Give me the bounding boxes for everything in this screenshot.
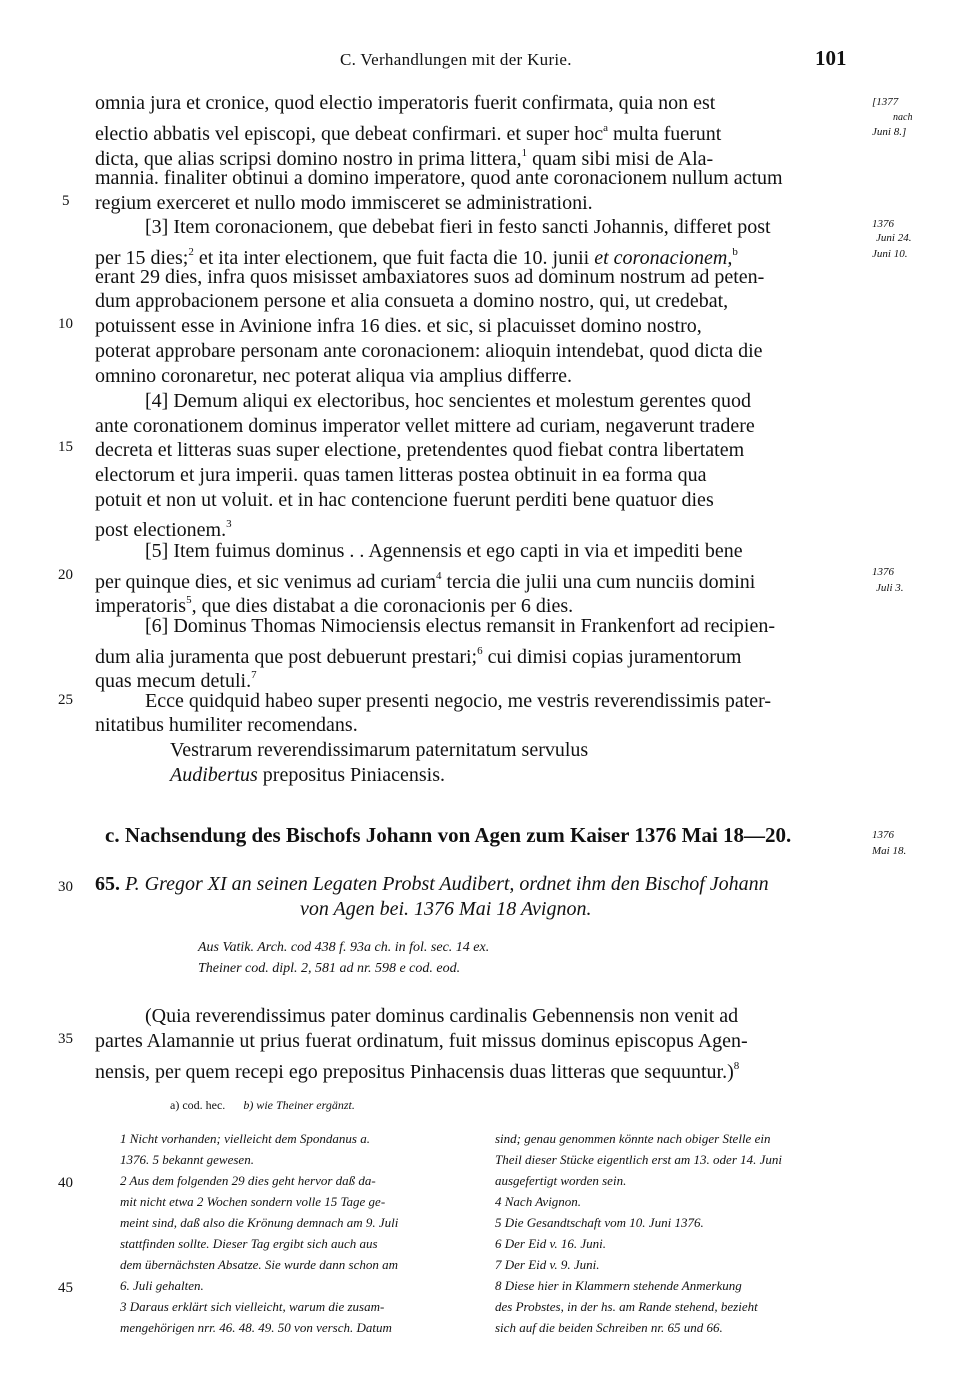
signature-line	[170, 763, 445, 787]
footnote-line: 3 Daraus erklärt sich vielleicht, warum die zusam-	[120, 1299, 385, 1314]
footnote-mark: 4	[436, 570, 442, 582]
margin-note-date: Juli 3.	[876, 582, 904, 594]
body-line-text: per 15 dies;	[95, 247, 189, 269]
body-line-text: tercia die julii una cum nunciis domini	[446, 571, 756, 593]
body-line: electorum et jura imperii. quas tamen litteras postea obtinuit in ea forma qua	[95, 464, 707, 486]
line-number: 10	[58, 316, 73, 332]
footnote-line: meint sind, daß also die Krönung demnach am 9. Juli	[120, 1215, 399, 1230]
body-line: potuit et non ut voluit. et in hac contencione fuerunt perditi bene quatuor dies	[95, 489, 714, 511]
signature-title: prepositus Piniacensis.	[262, 764, 445, 786]
source-line: Theiner cod. dipl. 2, 581 ad nr. 598 e cod. eod.	[198, 961, 461, 976]
footnote-line: sind; genau genommen könnte nach obiger Stelle ein	[495, 1131, 771, 1146]
footnote-line: 6. Juli gehalten.	[120, 1278, 204, 1293]
body-line: [5] Item fuimus dominus . . Agennensis et ego capti in via et impediti bene	[145, 540, 743, 562]
critical-apparatus	[170, 1098, 355, 1113]
body-line-text: multa fuerunt	[613, 123, 722, 145]
body-line: partes Alamannie ut prius fuerat ordinatum, fuit missus dominus episcopus Agen-	[95, 1030, 748, 1052]
body-line: [4] Demum aliqui ex electoribus, hoc sencientes et molestum gerentes quod	[145, 390, 751, 412]
footnote-line: des Probstes, in der hs. am Rande stehend, bezieht	[495, 1299, 758, 1314]
document-title-text: P. Gregor XI an seinen Legaten Probst Audibert, ordnet ihm den Bischof Johann	[125, 873, 769, 895]
body-line-text: , que dies distabat a die coronacionis per 6 dies.	[191, 595, 574, 617]
footnote-line: 4 Nach Avignon.	[495, 1194, 582, 1209]
apparatus-note: a) cod. hec.	[170, 1098, 226, 1112]
body-line-text: dum alia juramenta que post debuerunt prestari;	[95, 646, 478, 668]
margin-note-date: Juni 24.	[876, 232, 912, 244]
closing-line: Vestrarum reverendissimarum paternitatum servulus	[170, 739, 589, 761]
body-line: potuissent esse in Avinione infra 16 dies. et sic, si placuisset domino nostro,	[95, 315, 702, 337]
body-line: dum approbacionem persone et alia consueta a domino nostro, qui, ut credebat,	[95, 290, 729, 312]
line-number: 35	[58, 1031, 73, 1047]
footnote-line: 8 Diese hier in Klammern stehende Anmerkung	[495, 1278, 742, 1293]
body-line-text: et coronacionem,	[594, 247, 733, 269]
margin-note-date: nach	[893, 112, 913, 123]
body-line: [3] Item coronacionem, que debebat fieri in festo sancti Johannis, differet post	[145, 216, 771, 238]
body-line: poterat approbare personam ante coronacionem: alioquin intendebat, quod dicta die	[95, 340, 763, 362]
body-line: Ecce quidquid habeo super presenti negocio, me vestris reverendissimis pater-	[145, 690, 772, 712]
line-number: 5	[62, 193, 70, 209]
footnote-line: mit nicht etwa 2 Wochen sondern volle 15 Tage ge-	[120, 1194, 386, 1209]
margin-note-date: Juni 10.	[872, 248, 908, 260]
line-number: 30	[58, 879, 73, 895]
body-line-text: imperatoris	[95, 595, 187, 617]
body-line-text: cui dimisi copias juramentorum	[487, 646, 742, 668]
body-line-text: electio abbatis vel episcopi, que debeat confirmari. et super hoc	[95, 123, 604, 145]
running-title: C. Verhandlungen mit der Kurie.	[340, 50, 572, 69]
body-line-text: quas mecum detuli.	[95, 670, 252, 692]
footnote-line: ausgefertigt worden sein.	[495, 1173, 627, 1188]
critical-mark: a	[603, 122, 609, 134]
document-title-continued: von Agen bei. 1376 Mai 18 Avignon.	[300, 898, 592, 920]
line-number: 40	[58, 1175, 73, 1191]
body-line: ante coronationem dominus imperator vellet mittere ad curiam, negaverunt tradere	[95, 415, 755, 437]
body-line-text: quam sibi misi de Ala-	[532, 148, 714, 170]
margin-note-date: [1377	[872, 96, 899, 108]
margin-note-date: 1376	[872, 829, 894, 841]
body-line: omnia jura et cronice, quod electio imperatoris fuerit confirmata, quia non est	[95, 92, 716, 114]
document-title	[95, 873, 769, 896]
footnote-mark: 7	[251, 669, 257, 681]
body-line-text: post electionem.	[95, 519, 227, 541]
footnote-mark: 8	[733, 1060, 740, 1072]
footnote-line: 1 Nicht vorhanden; vielleicht dem Spondanus a.	[120, 1131, 370, 1146]
footnote-line: Theil dieser Stücke eigentlich erst am 13. oder 14. Juni	[495, 1152, 783, 1167]
body-line: erant 29 dies, infra quos misisset ambaxiatores suos ad dominum nostrum ad peten-	[95, 266, 765, 288]
apparatus-note: b) wie Theiner ergänzt.	[243, 1098, 355, 1112]
body-line: [6] Dominus Thomas Nimociensis electus remansit in Frankenfort ad recipien-	[145, 615, 776, 637]
body-line: omnino coronaretur, nec poterat aliqua via amplius differre.	[95, 365, 572, 387]
footnote-line: sich auf die beiden Schreiben nr. 65 und 66.	[495, 1320, 723, 1335]
body-line: nitatibus humiliter recomendans.	[95, 714, 358, 736]
source-line: Aus Vatik. Arch. cod 438 f. 93a ch. in fol. sec. 14 ex.	[198, 940, 490, 955]
body-line: decreta et litteras suas super electione, pretendentes quod fiebat contra libertatem	[95, 439, 745, 461]
line-number: 25	[58, 692, 73, 708]
footnote-line: 1376. 5 bekannt gewesen.	[120, 1152, 254, 1167]
footnote-line: mengehörigen nrr. 46. 48. 49. 50 von versch. Datum	[120, 1320, 392, 1335]
body-line-text: dicta, que alias scripsi domino nostro in prima littera,	[95, 148, 522, 170]
footnote-line: 6 Der Eid v. 16. Juni.	[495, 1236, 606, 1251]
section-heading: c. Nachsendung des Bischofs Johann von Agen zum Kaiser 1376 Mai 18—20.	[105, 823, 792, 847]
body-line	[95, 512, 232, 542]
footnote-mark: 5	[186, 594, 192, 606]
document-number: 65.	[95, 873, 120, 895]
footnote-mark: 2	[188, 246, 194, 258]
footnote-line: 7 Der Eid v. 9. Juni.	[495, 1257, 600, 1272]
body-line: regium exerceret et nullo modo immisceret se administrationi.	[95, 192, 593, 214]
signature-name: Audibertus	[170, 764, 258, 786]
margin-note-date: 1376	[872, 566, 894, 578]
footnote-line: stattfinden sollte. Dieser Tag ergibt sich auch aus	[120, 1236, 378, 1251]
line-number: 45	[58, 1280, 73, 1296]
footnote-mark: 1	[521, 147, 528, 159]
body-line	[95, 1054, 739, 1084]
footnote-line: 5 Die Gesandtschaft vom 10. Juni 1376.	[495, 1215, 704, 1230]
line-number: 20	[58, 567, 73, 583]
critical-mark: b	[732, 246, 738, 258]
margin-note-date: Juni 8.]	[872, 126, 907, 138]
margin-note-date: 1376	[872, 218, 894, 230]
footnote-line: dem übernächsten Absatze. Sie wurde dann schon am	[120, 1257, 399, 1272]
body-line-text: per quinque dies, et sic venimus ad curiam	[95, 571, 437, 593]
body-line: mannia. finaliter obtinui a domino imperatore, quod ante coronacionem nullum actum	[95, 167, 783, 189]
page-number: 101	[815, 46, 847, 70]
footnote-line: 2 Aus dem folgenden 29 dies geht hervor daß da-	[120, 1173, 376, 1188]
body-line-text: et ita inter electionem, que fuit facta die 10. junii	[198, 247, 590, 269]
body-line: (Quia reverendissimus pater dominus cardinalis Gebennensis non venit ad	[145, 1005, 739, 1027]
line-number: 15	[58, 439, 73, 455]
body-line-text: nensis, per quem recepi ego prepositus Pinhacensis duas litteras que sequuntur.)	[95, 1061, 734, 1083]
footnote-mark: 3	[226, 518, 232, 530]
footnote-mark: 6	[477, 645, 483, 657]
margin-note-date: Mai 18.	[872, 845, 907, 857]
